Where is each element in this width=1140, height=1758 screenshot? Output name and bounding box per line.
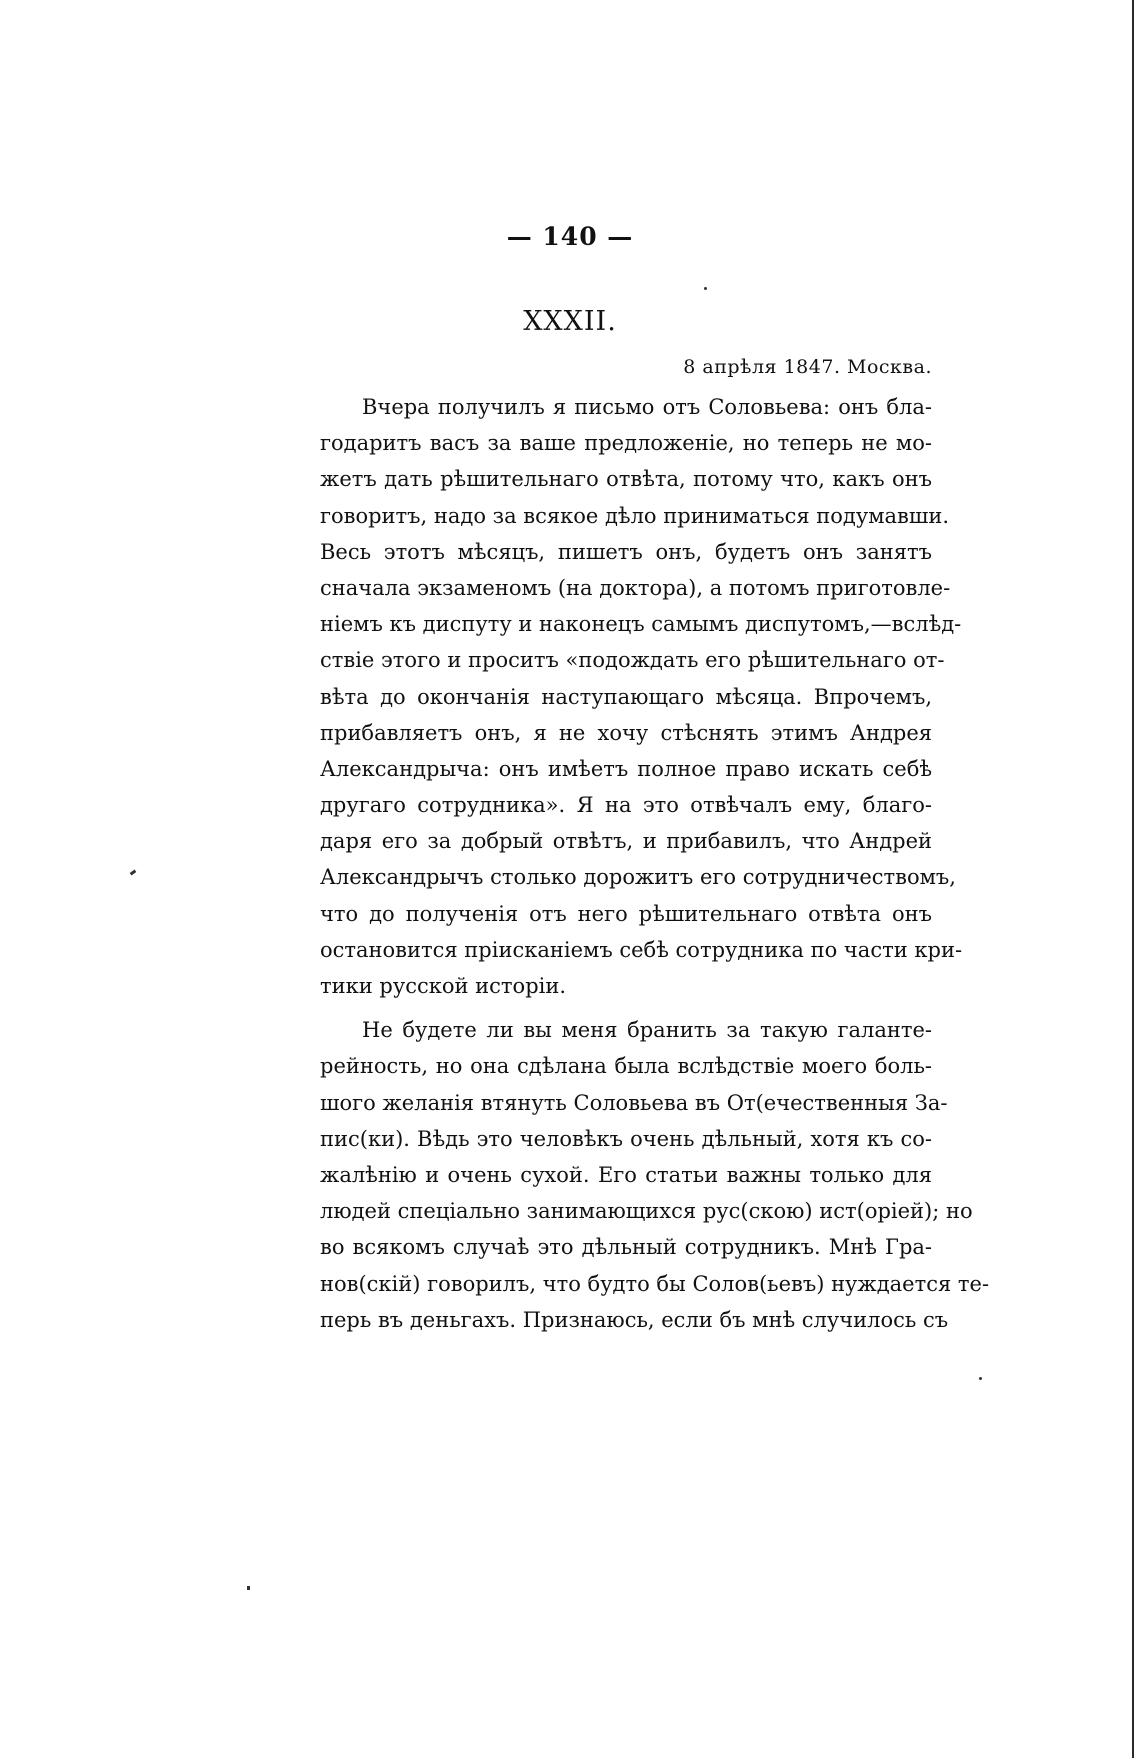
scan-speck — [704, 287, 707, 290]
text-line: Александрычъ столько дорожитъ его сотрудничествомъ, — [320, 865, 956, 890]
page-number-header: — 140 — — [506, 222, 634, 251]
text-line: ніемъ къ диспуту и наконецъ самымъ диспутомъ,—вслѣд- — [320, 612, 962, 637]
paragraph-2 — [320, 1012, 990, 1338]
text-line: пис(ки). Вѣдь это человѣкъ очень дѣльный, хотя къ со- — [320, 1126, 932, 1151]
text-line: остановится пріисканіемъ себѣ сотрудника по части кри- — [320, 937, 963, 962]
text-line: людей спеціально занимающихся рус(скою) ист(оріей); но — [320, 1199, 973, 1224]
scan-speck — [247, 1586, 250, 1590]
text-line: во всякомъ случаѣ это дѣльный сотрудникъ. Мнѣ Гра- — [320, 1235, 932, 1260]
text-line: говоритъ, надо за всякое дѣло приниматься подумавши. — [320, 503, 950, 528]
text-line: Александрыча: онъ имѣетъ полное право искать себѣ — [320, 756, 932, 781]
text-line: тики русской исторіи. — [320, 974, 567, 998]
text-line: Вчера получилъ я письмо отъ Соловьева: онъ бла- — [362, 395, 932, 419]
text-line: другаго сотрудника». Я на это отвѣчалъ ему, благо- — [320, 793, 932, 818]
text-line: ствіе этого и проситъ «подождать его рѣшительнаго от- — [320, 648, 945, 673]
paragraph-1 — [320, 389, 963, 1004]
scan-speck — [130, 870, 137, 876]
text-line: нов(скій) говорилъ, что будто бы Солов(ьевъ) нуждается те- — [320, 1271, 990, 1296]
text-line: рейность, но она сдѣлана была вслѣдствіе моего боль- — [320, 1054, 932, 1079]
text-line: вѣта до окончанія наступающаго мѣсяца. Впрочемъ, — [320, 684, 932, 709]
letter-number-heading: XXXII. — [523, 306, 617, 337]
text-line: перь въ деньгахъ. Признаюсь, если бъ мнѣ случилось съ — [320, 1307, 949, 1332]
text-line: годаритъ васъ за ваше предложеніе, но теперь не мо- — [320, 431, 932, 456]
paragraph-gap — [320, 1004, 932, 1012]
letter-dateline: 8 апрѣля 1847. Москва. — [683, 356, 932, 378]
text-line: Весь этотъ мѣсяцъ, пишетъ онъ, будетъ онъ занятъ — [320, 539, 932, 564]
letter-body — [320, 389, 990, 1338]
text-line: жалѣнію и очень сухой. Его статьи важны только для — [320, 1162, 932, 1187]
text-line: что до полученія отъ него рѣшительнаго отвѣта онъ — [320, 901, 932, 926]
text-line: жетъ дать рѣшительнаго отвѣта, потому что, какъ онъ — [320, 467, 932, 492]
text-line: Не будете ли вы меня бранить за такую галанте- — [362, 1018, 932, 1043]
text-line: сначала экзаменомъ (на доктора), а потомъ приготовле- — [320, 575, 951, 600]
page-edge-line — [1132, 0, 1134, 1758]
text-line: прибавляетъ онъ, я не хочу стѣснять этимъ Андрея — [320, 720, 932, 745]
text-line: шого желанія втянуть Соловьева въ От(ечественныя За- — [320, 1090, 948, 1115]
scan-speck — [979, 1377, 982, 1380]
text-line: даря его за добрый отвѣтъ, и прибавилъ, что Андрей — [320, 829, 932, 854]
